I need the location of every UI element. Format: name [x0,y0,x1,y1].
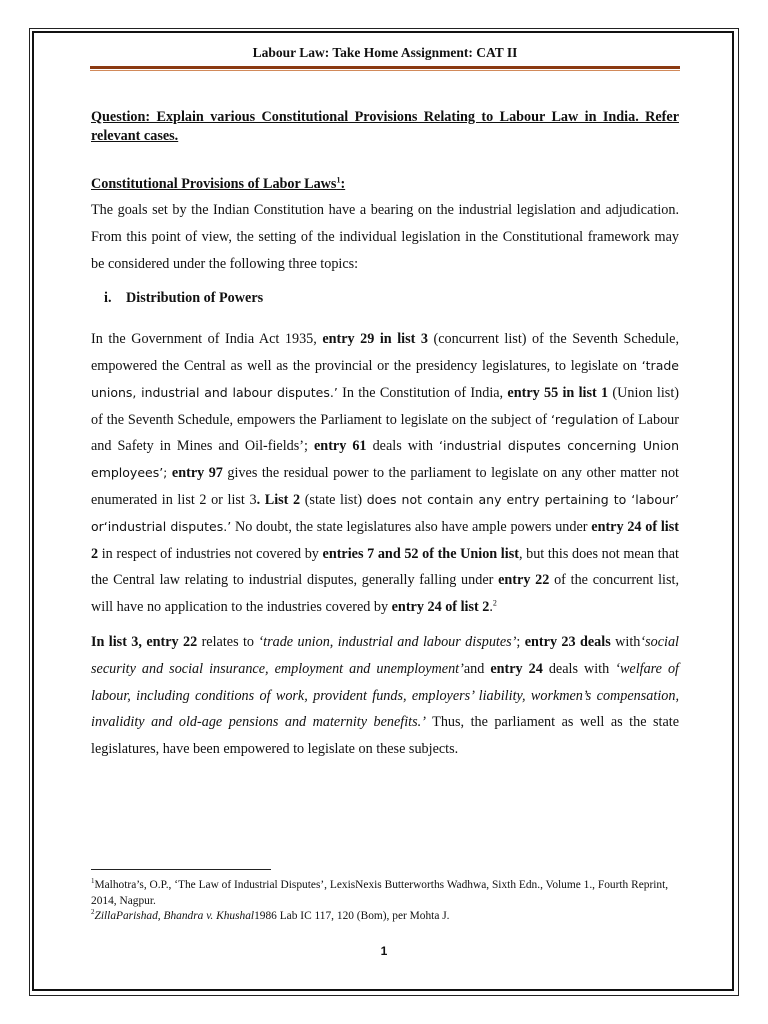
footnote-1 [91,878,681,909]
bold-run: entry 55 in list 1 [507,384,609,401]
bold-run: entry 97 [171,465,223,482]
bold-run: In list 3, entry 22 [91,633,198,650]
footnote-separator [91,869,271,870]
section-title [91,171,679,197]
footnote-2 [91,909,681,925]
italic-run: ‘social security and social insurance, employment and unemployment’ [91,633,679,677]
text-run: (state list) [300,491,367,508]
quoted-run: ‘regulation [550,411,619,427]
question-heading: Question: Explain various Constitutional Provisions Relating to Labour Law in India. Refer relevant cases. [91,109,679,144]
bold-run: entry 22 [498,572,550,589]
italic-run: ‘welfare of labour, including conditions of work, provident funds, employers’ liability, workmen’s compensation, invalidity and old-age pensions and maternity benefits.’ [91,660,680,731]
header-rule-thin [90,70,680,71]
text-run: In the Government of India Act 1935, [91,331,323,348]
paragraph-distribution [91,326,679,621]
text-run: , but this does not mean that the Central law relating to industrial disputes, generally falling under [91,545,679,589]
bold-run: . List 2 [256,491,301,508]
bold-run: entry 24 of list 2 [91,518,679,562]
quoted-run: ‘trade unions, industrial and labour disputes.’ [91,357,679,400]
text-run: Thus, the parliament as well as the state legislatures, have been empowered to legislate on these subjects. [91,714,679,758]
running-header: Labour Law: Take Home Assignment: CAT II [252,45,518,60]
italic-run: ‘trade union, industrial and labour disputes’ [258,633,517,650]
subheading-label: Distribution of Powers [126,290,264,307]
intro-paragraph: The goals set by the Indian Constitution have a bearing on the industrial legislation and adjudication. From this point of view, the setting of the individual legislation in the Constitutional framework may be considered under the following three topics: [91,202,679,272]
page-number: 1 [380,944,388,958]
text-run: with [610,633,641,650]
text-run: in respect of industries not covered by [98,545,323,562]
text-run: of the concurrent list, will have no application to the industries covered by [91,572,680,616]
text-run: and [463,660,491,677]
text-run: . [489,599,493,616]
bold-run: entry 24 of list 2 [391,599,490,616]
text-run: deals with [366,438,440,455]
footnote-number: 1 [91,877,95,886]
quoted-run: ‘industrial disputes concerning Union employees’; [91,438,679,481]
bold-run: entry 24 [490,660,543,677]
text-run: (Union list) of the Seventh Schedule, empowers the Parliament to legislate on the subject of [91,384,679,428]
section-title-text: Constitutional Provisions of Labor Laws [91,176,337,192]
footnote-case-name: ZillaParishad, Bhandra v. Khushal [94,910,255,922]
text-run: No doubt, the state legislatures also have ample powers under [231,518,592,535]
subheading-distribution [91,285,679,312]
paragraph-list3 [91,629,679,763]
quoted-run: does not contain any entry pertaining to ‘labour’ or‘industrial disputes.’ [91,491,680,534]
text-run: (concurrent list) of the Seventh Schedule, empowered the Central as well as the provincial or the presidency legislatures, to legislate on [91,331,679,374]
footnote-ref-2: 2 [492,598,497,608]
bold-run: entry 61 [314,438,367,455]
section-title-colon: : [340,176,346,192]
footnote-number: 2 [91,908,95,917]
footnote-ref-1: 1 [336,175,341,185]
footnote-text: 1986 Lab IC 117, 120 (Bom), per Mohta J. [254,910,450,922]
bold-run: entries 7 and 52 of the Union list [322,545,519,562]
subheading-number: i. [104,290,112,307]
bold-run: entry 23 deals [524,633,611,650]
text-run: of Labour and Safety in Mines and Oil-fields’; [91,411,679,455]
bold-run: entry 29 in list 3 [322,331,428,348]
text-run: ; [516,633,525,650]
text-run: relates to [197,633,259,650]
document-body [91,108,679,763]
text-run: gives the residual power to the parliament to legislate on any other matter not enumerated in list 2 or list 3 [91,465,680,508]
footnotes [91,878,681,925]
text-run: In the Constitution of India, [337,384,508,401]
header-rule [90,66,680,69]
text-run: deals with [542,660,616,677]
footnote-text: Malhotra’s, O.P., ‘The Law of Industrial Disputes’, LexisNexis Butterworths Wadhwa, Sixth Edn., Volume 1., Fourth Reprint, 2014, Nagpur. [91,879,669,907]
